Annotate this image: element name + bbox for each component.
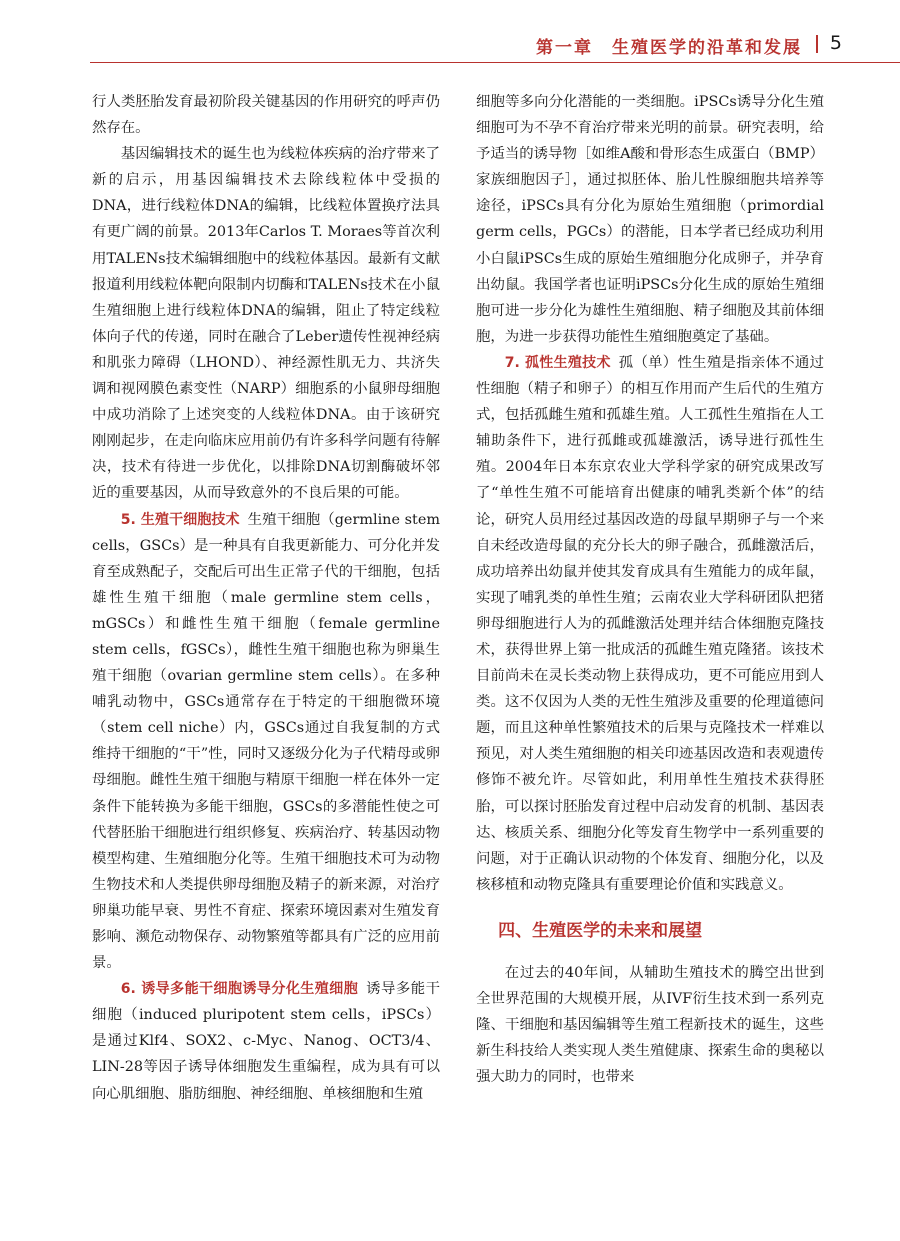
paragraph: 行人类胚胎发育最初阶段关键基因的作用研究的呼声仍然存在。 [92, 94, 440, 137]
paragraph: 细胞等多向分化潜能的一类细胞。iPSCs诱导分化生殖细胞可为不孕不育治疗带来光明的前景。研究表明，给予适当的诱导物［如维A酸和骨形态生成蛋白（BMP）家族细胞因子］，通过拟胚体、胎儿性腺细胞共培养等途径，iPSCs具有分化为原始生殖细胞（primordial germ cells，PGCs）的潜能，日本学者已经成功利用小白鼠iPSCs生成的原始生殖细胞分化成卵子，并孕育出幼鼠。我国学者也证明iPSCs分化生成的原始生殖细胞可进一步分化为雄性生殖细胞、精子细胞及其前体细胞，为进一步获得功能性生殖细胞奠定了基础。 [476, 94, 824, 345]
subsection-heading: 5. 生殖干细胞技术 [120, 511, 240, 528]
paragraph: 6. 诱导多能干细胞诱导分化生殖细胞 诱导多能干细胞（induced pluripotent stem cells，iPSCs）是通过Klf4、SOX2、c-Myc、Nanog、OCT3/4、LIN-28等因子诱导体细胞发生重编程，成为具有可以向心肌细胞、脂肪细胞、神经细胞、单核细胞和生殖 [92, 981, 440, 1102]
chapter-title: 第一章 生殖医学的沿革和发展 [536, 38, 802, 58]
subsection-heading: 7. 孤性生殖技术 [504, 354, 611, 371]
page-number: 5 [829, 32, 842, 54]
left-column [92, 89, 440, 1107]
paragraph: 在过去的40年间，从辅助生殖技术的腾空出世到全世界范围的大规模开展，从IVF衍生技术到一系列克隆、干细胞和基因编辑等生殖工程新技术的诞生，这些新生科技给人类实现人类生殖健康、探索生命的奥秘以强大助力的同时，也带来 [476, 964, 824, 1086]
right-column [476, 89, 824, 1090]
paragraph: 7. 孤性生殖技术 孤（单）性生殖是指亲体不通过性细胞（精子和卵子）的相互作用而产生后代的生殖方式，包括孤雌生殖和孤雄生殖。人工孤性生殖指在人工辅助条件下，进行孤雌或孤雄激活，诱导进行孤性生殖。2004年日本东京农业大学科学家的研究成果改写了“单性生殖不可能培育出健康的哺乳类新个体”的结论，研究人员用经过基因改造的母鼠早期卵子与一个来自未经改造母鼠的充分长大的卵子融合，孤雌激活后，成功培养出幼鼠并使其发育成具有生殖能力的成年鼠，实现了哺乳类的单性生殖；云南农业大学科研团队把猪卵母细胞进行人为的孤雌激活处理并结合体细胞克隆技术，获得世界上第一批成活的孤雌生殖克隆猪。该技术目前尚未在灵长类动物上获得成功，更不可能应用到人类。这不仅因为人类的无性生殖涉及重要的伦理道德问题，而且这种单性繁殖技术的后果与克隆技术一样难以预见，对人类生殖细胞的相关印迹基因改造和表观遗传修饰不被允许。尽管如此，利用单性生殖技术获得胚胎，可以探讨胚胎发育过程中启动发育的机制、基因表达、核质关系、细胞分化等发育生物学中一系列重要的问题，对于正确认识动物的个体发育、细胞分化，以及核移植和动物克隆具有重要理论价值和实践意义。 [476, 354, 824, 893]
page-header [0, 0, 900, 70]
section-title: 四、生殖医学的未来和展望 [498, 920, 703, 941]
header-rule [90, 62, 900, 63]
paragraph: 基因编辑技术的诞生也为线粒体疾病的治疗带来了新的启示，用基因编辑技术去除线粒体中受损的DNA，进行线粒体DNA的编辑，比线粒体置换疗法具有更广阔的前景。2013年Carlos T. Moraes等首次利用TALENs技术编辑细胞中的线粒体基因。最新有文献报道利用线粒体靶向限制内切酶和TALENs技术在小鼠生殖细胞上进行线粒体DNA的编辑，阻止了特定线粒体向子代的传递，同时在融合了Leber遗传性视神经病和肌张力障碍（LHOND）、神经源性肌无力、共济失调和视网膜色素变性（NARP）细胞系的小鼠卵母细胞中成功消除了上述突变的人线粒体DNA。由于该研究刚刚起步，在走向临床应用前仍有许多科学问题有待解决，技术有待进一步优化，以排除DNA切割酶破坏邻近的重要基因，从而导致意外的不良后果的可能。 [92, 146, 440, 502]
header-divider [816, 35, 818, 53]
subsection-heading: 6. 诱导多能干细胞诱导分化生殖细胞 [120, 981, 359, 998]
paragraph: 5. 生殖干细胞技术 生殖干细胞（germline stem cells，GSCs）是一种具有自我更新能力、可分化并发育至成熟配子，交配后可出生正常子代的干细胞，包括雄性生殖干细胞（male germline stem cells，mGSCs）和雌性生殖干细胞（female germline stem cells，fGSCs），雌性生殖干细胞也称为卵巢生殖干细胞（ovarian germline stem cells）。在多种哺乳动物中，GSCs通常存在于特定的干细胞微环境（stem cell niche）内，GSCs通过自我复制的方式维持干细胞的“干”性，同时又逐级分化为子代精母或卵母细胞。雌性生殖干细胞与精原干细胞一样在体外一定条件下能转换为多能干细胞，GSCs的多潜能性使之可代替胚胎干细胞进行组织修复、疾病治疗、转基因动物模型构建、生殖细胞分化等。生殖干细胞技术可为动物生物技术和人类提供卵母细胞及精子的新来源，对治疗卵巢功能早衰、男性不育症、探索环境因素对生殖发育影响、濒危动物保存、动物繁殖等都具有广泛的应用前景。 [92, 511, 440, 972]
